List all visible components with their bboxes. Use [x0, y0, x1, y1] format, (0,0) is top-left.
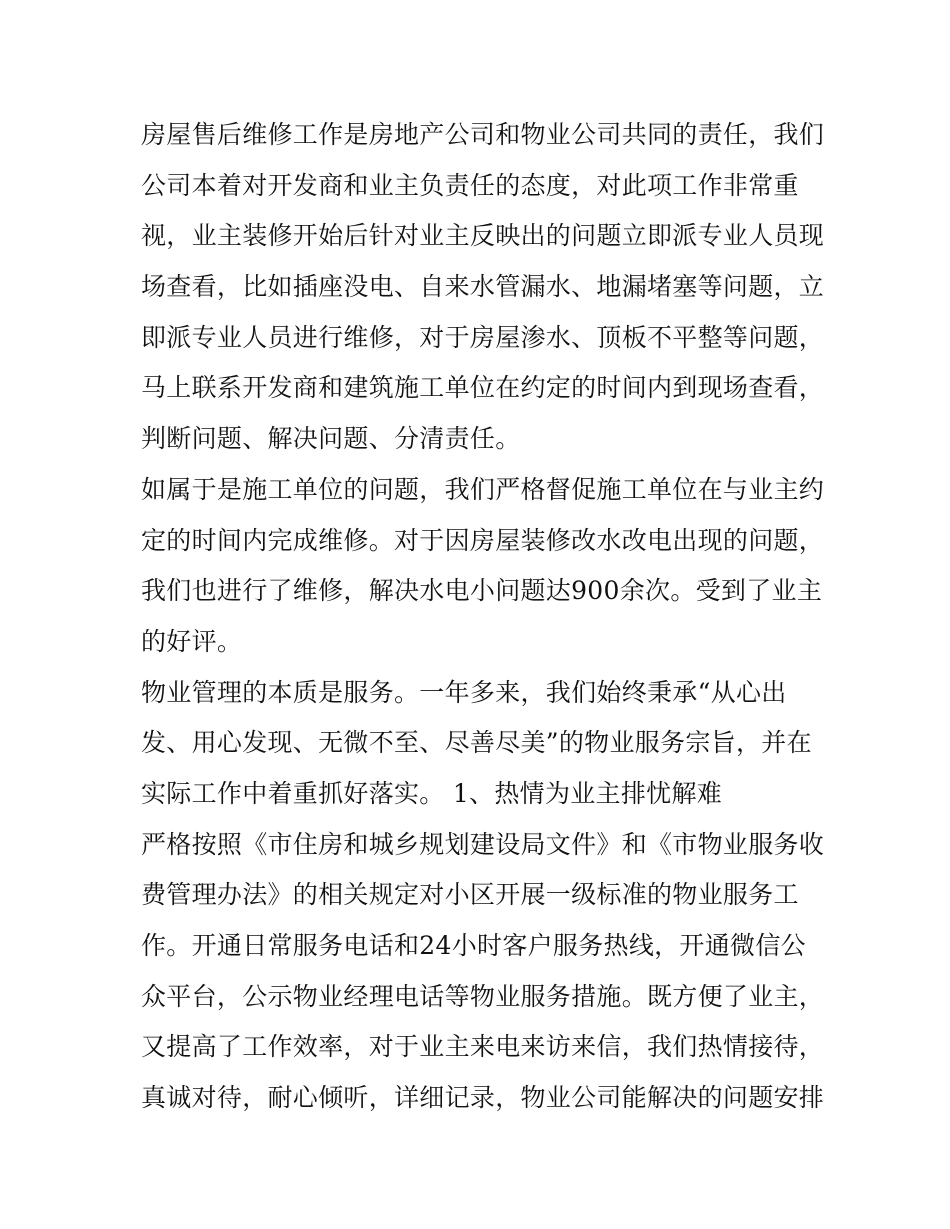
text-line: 众平台，公示物业经理电话等物业服务措施。既方便了业主， [141, 981, 825, 1011]
text-line: 场查看，比如插座没电、自来水管漏水、地漏堵塞等问题，立 [141, 272, 825, 302]
text-line: 费管理办法》的相关规定对小区开展一级标准的物业服务工 [141, 880, 799, 910]
text-line: 我们也进行了维修，解决水电小问题达900余次。受到了业主 [141, 576, 823, 606]
text-line: 马上联系开发商和建筑施工单位在约定的时间内到现场查看， [141, 373, 825, 403]
body-text [141, 110, 825, 1124]
text-line: 即派专业人员进行维修，对于房屋渗水、顶板不平整等问题， [141, 322, 825, 352]
text-line: 又提高了工作效率，对于业主来电来访来信，我们热情接待， [141, 1032, 825, 1062]
text-line: 如属于是施工单位的问题，我们严格督促施工单位在与业主约 [141, 474, 825, 504]
text-line: 真诚对待，耐心倾听，详细记录，物业公司能解决的问题安排 [141, 1083, 825, 1113]
text-line: 房屋售后维修工作是房地产公司和物业公司共同的责任，我们 [141, 120, 825, 149]
text-line: 的好评。 [141, 626, 243, 656]
text-line: 物业管理的本质是服务。一年多来，我们始终秉承“从心出 [141, 677, 787, 707]
text-line: 定的时间内完成维修。对于因房屋装修改水改电出现的问题， [141, 525, 825, 555]
text-line: 判断问题、解决问题、分清责任。 [141, 424, 521, 454]
text-line: 严格按照《市住房和城乡规划建设局文件》和《市物业服务收 [141, 829, 825, 859]
text-line: 视，业主装修开始后针对业主反映出的问题立即派专业人员现 [141, 221, 825, 251]
text-line: 发、用心发现、无微不至、尽善尽美”的物业服务宗旨，并在 [141, 728, 812, 758]
text-line: 作。开通日常服务电话和24小时客户服务热线，开通微信公 [141, 931, 806, 960]
text-line: 实际工作中着重抓好落实。 1、热情为业主排忧解难 [141, 778, 723, 808]
text-line: 公司本着对开发商和业主负责任的态度，对此项工作非常重 [141, 170, 799, 200]
